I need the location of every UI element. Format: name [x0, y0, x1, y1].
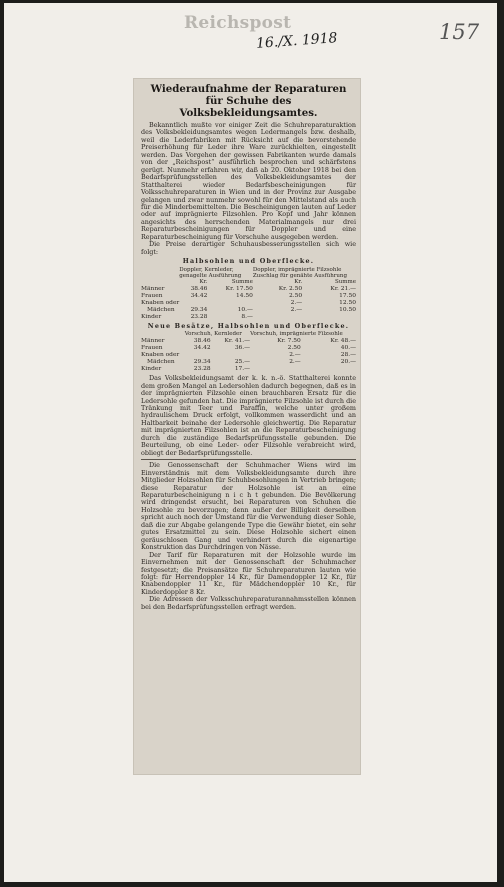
subheader: Summe [231, 279, 253, 286]
table-header-row [141, 267, 356, 280]
handwritten-date: 16./X. 1918 [255, 30, 338, 52]
table-row: Mädchen 29.34 25.— 2.— 20.— [147, 359, 356, 365]
table-row: Knaben oder 2.— 28.— [141, 351, 356, 358]
article-intro: Bekanntlich mußte vor einiger Zeit die Schuhreparaturaktion des Volksbekleidungsamtes wegen Ledermangels bzw. deshalb, weil die Lederfabriken mit Rücksicht auf die bevorstehende Preiserhöhung für Leder ihre Ware zurückhielten, eingestellt werden. Das Vorgehen der gewissen Fabrikanten wurde damals von der „Reichspost“ ausführlich besprochen und schärfstens gerügt. Nunmehr erfahren wir, daß ab 20. Oktober 1918 bei den Bedarfsprüfungsstellen des Volksbekleidungsamtes der Statthalterei wieder Bedarfsbescheinigungen für Volksschuhreparaturen in Wien und in der Provinz zur Ausgabe gelangen und zwar nunmehr sowohl für den Mittelstand als auch für die Minderbemittelten. Die Bescheinigungen lauten auf Leder oder auf imprägnierte Filzsohlen. Pro Kopf und Jahr können angesichts des herrschenden Materialmangels nur drei Reparaturbescheinigungen für Doppler und eine Reparaturbescheinigung für Vorschuhe ausgegeben werden. [141, 121, 356, 241]
table-row: Kinder 23.28 17.— [141, 366, 251, 373]
price-table-2 [141, 331, 356, 373]
clipping-text [134, 79, 360, 611]
divider [141, 459, 356, 460]
prices-intro: Die Preise derartiger Schuhausbesserungsstellen sich wie folgt: [141, 240, 356, 256]
table2-title: Neue Besätze, Halbsohlen und Oberflecke. [147, 321, 350, 330]
table-row: Männer 38.46 Kr. 41.— Kr. 7.50 Kr. 48.— [141, 337, 356, 344]
article-paragraph-4: Der Tarif für Reparaturen mit der Holzsohle wurde im Einvernehmen mit der Genossenschaft der Schuhmacher festgesetzt; die Preisansätze für Schuhreparaturen lauten wie folgt: für Herrendoppler 14 Kr., für Damendoppler 12 Kr., für Knabendoppler 11 Kr., für Mädchendoppler 10 Kr., für Kinderdoppler 8 Kr. [141, 550, 356, 596]
archive-number: 157 [439, 20, 480, 44]
table-row: Frauen 34.42 14.50 2.50 17.50 [141, 292, 356, 299]
table-row: Knaben oder 2.— 12.50 [141, 299, 356, 306]
article-headline: Wiederaufnahme der Reparaturen für Schuhe des Volksbekleidungsamtes. [150, 83, 347, 119]
newspaper-clipping [134, 79, 360, 774]
table1-title: Halbsohlen und Oberflecke. [182, 257, 315, 266]
table-row: Mädchen 29.34 10.— 2.— 10.50 [147, 306, 356, 313]
article-paragraph-2: Das Volksbekleidungsamt der k. k. n.-ö. Statthalterei konnte dem großen Mangel an Ledersohlen dadurch begegnen, daß es in der imprägnierten Filzsohle einen brauchbaren Ersatz für die Ledersohle gefunden hat. Die imprägnierte Filzsohle ist durch die Tränkung mit Teer und Paraffin, welche unter großem hydraulischem Druck erfolgt, vollkommen wasserdicht und an Haltbarkeit beinahe der Ledersohle gleichwertig. Die Reparatur mit imprägnierten Filzsohlen ist an die Reparaturbescheinigung durch die zuständige Bedarfsprüfungsstelle gebunden. Die Beurteilung, ob eine Leder- oder Filzsohle verabreicht wird, obliegt der Bedarfsprüfungsstelle. [141, 374, 356, 457]
price-table-1 [141, 267, 356, 321]
subheader: Kr. [294, 279, 303, 286]
table-row: Männer 38.46 Kr. 17.50 Kr. 2.50 Kr. 21.— [141, 285, 356, 292]
subheader: Summe [335, 279, 356, 286]
newspaper-masthead: Reichspost [184, 13, 292, 33]
table2-header-left: Vorschuh, Kernleder [184, 331, 242, 338]
table1-header-left: Doppler, Kernleder, genagelte Ausführung [179, 266, 242, 279]
table-row: Frauen 34.42 36.— 2.50 40.— [141, 344, 356, 351]
table1-header-right: Doppler, imprägnierte Filzsohle Zuschlag für genähte Ausführung [252, 266, 347, 279]
subheader: Kr. [199, 279, 208, 286]
table2-header-right: Vorschuh, imprägnierte Filzsohle [250, 331, 343, 338]
article-paragraph-5: Die Adressen der Volksschuhreparaturannahmsstellen können bei den Bedarfsprüfungsstellen erfragt werden. [141, 595, 356, 611]
table-row: Kinder 23.28 8.— [141, 313, 253, 320]
article-paragraph-3: Die Genossenschaft der Schuhmacher Wiens wird im Einverständnis mit dem Volksbekleidungsamte durch ihre Mitglieder Holzsohlen für Schuhbesohlungen in Vertrieb bringen; diese Reparatur der Holzsohle ist an eine Reparaturbescheinigung n i c h t gebunden. Die Bevölkerung wird dringendst ersucht, bei Reparaturen von Schuhen die Holzsohle zu bevorzugen; denn außer der Billigkeit derselben spricht auch noch der Umstand für die Verwendung dieser Sohle, daß die zur Abgabe gelangende Type die Gewähr bietet, ein sehr gutes Ersatzmittel zu sein. Diese Holzsohle sichert einen geräuschlosen Gang und verhindert durch die eigenartige Konstruktion das Durchdringen von Nässe. [141, 461, 356, 552]
